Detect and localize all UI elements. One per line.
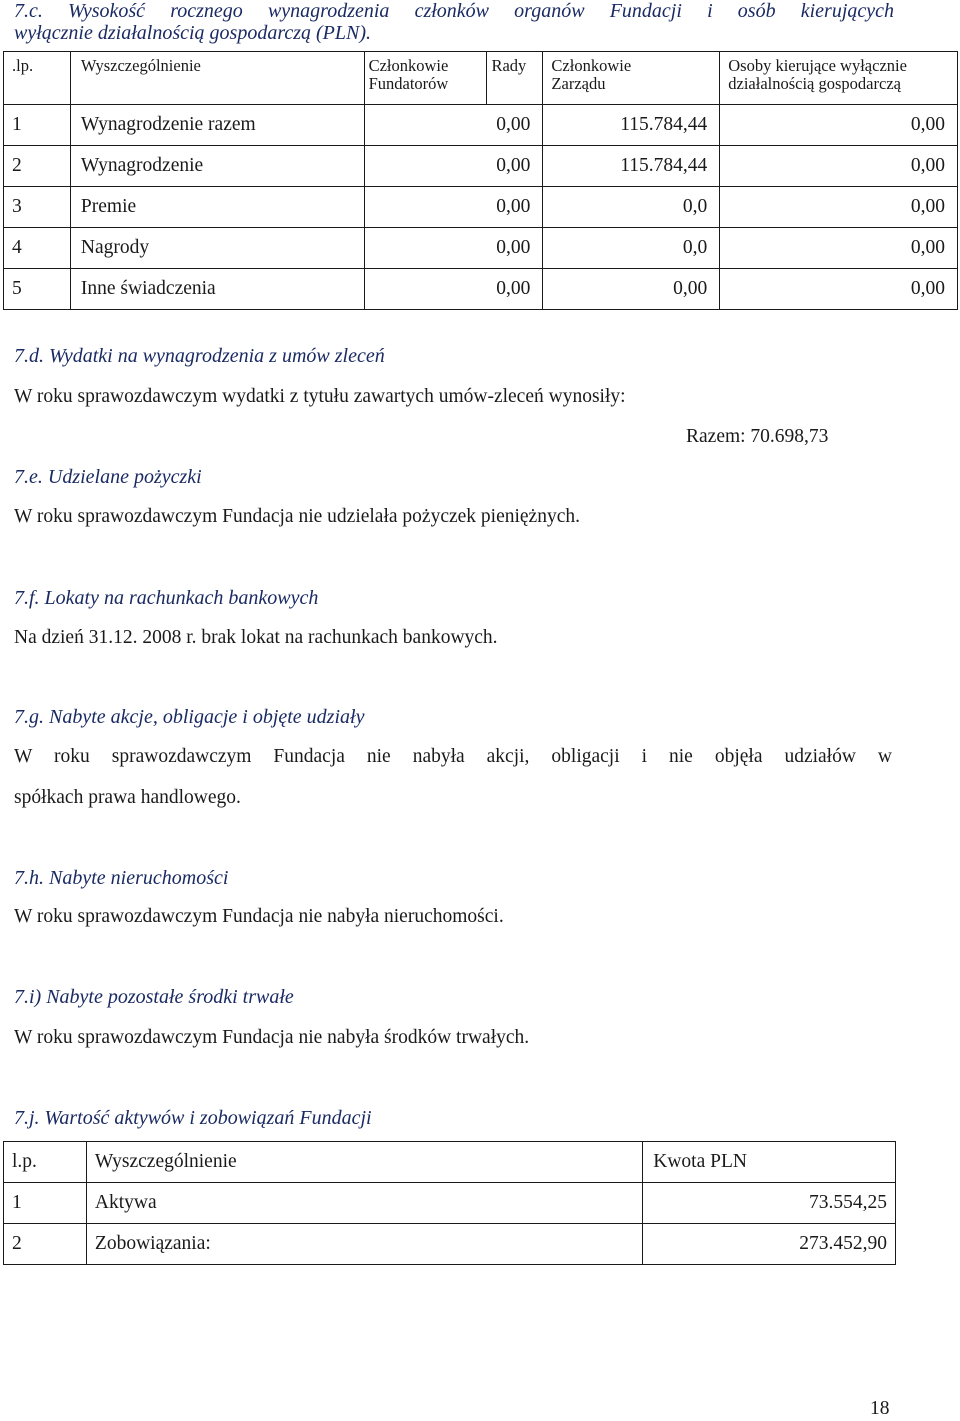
section-h-title: 7.h. Nabyte nieruchomości bbox=[14, 867, 229, 889]
section-d-total: Razem: 70.698,73 bbox=[686, 426, 829, 447]
section-j-title: 7.j. Wartość aktywów i zobowiązań Fundacji bbox=[14, 1107, 372, 1129]
header-amount: Kwota PLN bbox=[643, 1142, 896, 1183]
assets-header-row bbox=[4, 1142, 896, 1183]
header-board: Członkowie Zarządu bbox=[543, 52, 720, 105]
section-i-title: 7.i) Nabyte pozostałe środki trwałe bbox=[14, 986, 294, 1008]
header-founders: Członkowie Fundatorów bbox=[364, 52, 487, 105]
section-d-text: W roku sprawozdawczym wydatki z tytułu zawartych umów-zleceń wynosiły: bbox=[14, 386, 626, 407]
header-council: Rady bbox=[487, 52, 543, 105]
header-managers: Osoby kierujące wyłącznie działalnością gospodarczą bbox=[720, 52, 958, 105]
remuneration-table bbox=[3, 51, 958, 310]
section-g-title: 7.g. Nabyte akcje, obligacje i objęte udziały bbox=[14, 706, 365, 728]
section-f-text: Na dzień 31.12. 2008 r. brak lokat na rachunkach bankowych. bbox=[14, 627, 498, 648]
page-number: 18 bbox=[870, 1398, 890, 1419]
assets-liabilities-table bbox=[3, 1141, 896, 1265]
section-e-text: W roku sprawozdawczym Fundacja nie udzielała pożyczek pieniężnych. bbox=[14, 506, 580, 527]
section-f-title: 7.f. Lokaty na rachunkach bankowych bbox=[14, 587, 319, 609]
header-name: Wyszczególnienie bbox=[70, 52, 364, 105]
section-g-text-line2: spółkach prawa handlowego. bbox=[14, 787, 241, 808]
table-row: 2 Zobowiązania: 273.452,90 bbox=[4, 1224, 896, 1265]
table-row: 2 Wynagrodzenie 0,00 115.784,44 0,00 bbox=[4, 146, 958, 187]
header-lp: l.p. bbox=[4, 1142, 87, 1183]
header-lp: .lp. bbox=[4, 52, 71, 105]
table-row: 1 Wynagrodzenie razem 0,00 115.784,44 0,00 bbox=[4, 105, 958, 146]
table-row: 4 Nagrody 0,00 0,0 0,00 bbox=[4, 228, 958, 269]
section-d-title: 7.d. Wydatki na wynagrodzenia z umów zleceń bbox=[14, 345, 385, 367]
table-row: 5 Inne świadczenia 0,00 0,00 0,00 bbox=[4, 269, 958, 310]
section-g-text-line1: W roku sprawozdawczym Fundacja nie nabyła akcji, obligacji i nie objęła udziałów w bbox=[14, 746, 892, 767]
section-h-text: W roku sprawozdawczym Fundacja nie nabyła nieruchomości. bbox=[14, 906, 504, 927]
remuneration-header-row bbox=[4, 52, 958, 105]
table-row: 1 Aktywa 73.554,25 bbox=[4, 1183, 896, 1224]
section-i-text: W roku sprawozdawczym Fundacja nie nabyła środków trwałych. bbox=[14, 1027, 530, 1048]
section-c-title-line1: 7.c. Wysokość rocznego wynagrodzenia członków organów Fundacji i osób kierujących bbox=[14, 0, 894, 22]
header-name: Wyszczególnienie bbox=[86, 1142, 642, 1183]
table-row: 3 Premie 0,00 0,0 0,00 bbox=[4, 187, 958, 228]
section-c-title-line2: wyłącznie działalnością gospodarczą (PLN). bbox=[14, 22, 372, 44]
section-e-title: 7.e. Udzielane pożyczki bbox=[14, 466, 202, 488]
